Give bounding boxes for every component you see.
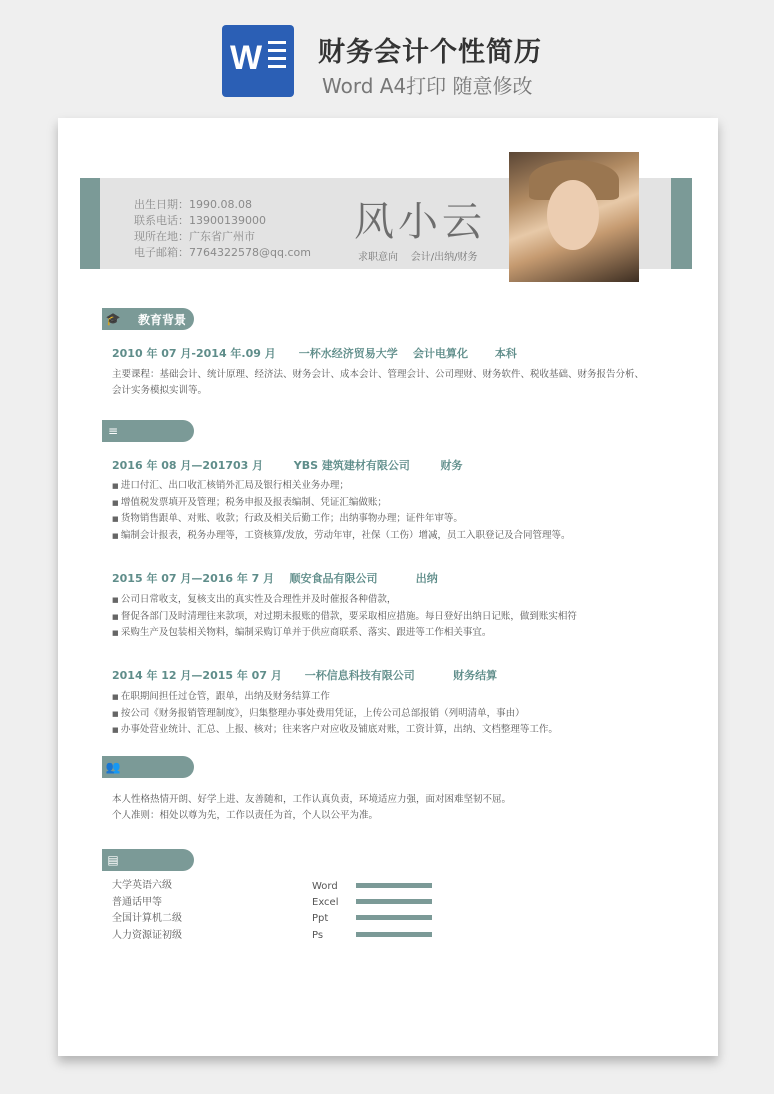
document-lines-icon	[268, 41, 286, 73]
people-icon: 👥	[105, 760, 121, 774]
certificate-item: 大学英语六级	[112, 880, 172, 891]
candidate-name: 风小云	[354, 199, 486, 245]
skill-name: Ppt	[312, 913, 329, 924]
job-1-line: 2016 年 08 月—201703 月 YBS 建筑建材有限公司 财务	[112, 459, 463, 472]
section-self-evaluation-header	[102, 756, 194, 778]
skill-name: Excel	[312, 897, 339, 908]
job-1-bullets	[112, 478, 652, 544]
self-evaluation-line: 个人准则：相处以尊为先，工作以责任为首，个人以公平为准。	[112, 810, 379, 821]
birth-date: 出生日期：1990.08.08	[134, 198, 252, 211]
phone: 联系电话：13900139000	[134, 214, 266, 227]
list-item: ■ 编制会计报表，税务办理等，工资核算/发放，劳动年审，社保（工伤）增减，员工入职登记及合同管理等。	[112, 528, 652, 545]
list-item: ■ 采购生产及包装相关物料，编制采购订单并于供应商联系、落实、跟进等工作相关事宜。	[112, 625, 652, 642]
job-intent-value: 会计/出纳/财务	[410, 252, 478, 263]
header-band-right-accent	[671, 178, 692, 269]
list-item: ■ 增值税发票填开及管理；税务申报及报表编制、凭证汇编做账；	[112, 495, 652, 512]
skill-bar-excel	[356, 899, 432, 904]
job-intent	[358, 248, 477, 263]
coins-icon: ≡	[107, 424, 119, 438]
resume-page	[58, 118, 718, 1056]
certificate-item: 全国计算机二级	[112, 913, 182, 924]
section-education-header	[102, 308, 194, 330]
job-3-bullets	[112, 689, 652, 739]
certificate-item: 人力资源证初级	[112, 929, 182, 941]
graduation-cap-icon: 🎓	[105, 312, 121, 326]
list-item: ■ 货物销售跟单、对账、收款；行政及相关后勤工作；出纳事物办理；证件年审等。	[112, 511, 652, 528]
location: 现所在地：广东省广州市	[134, 230, 255, 243]
self-evaluation-line: 本人性格热情开朗、好学上进、友善随和，工作认真负责，环境适应力强，面对困难坚韧不屈。	[112, 794, 512, 805]
email: 电子邮箱：7764322578@qq.com	[134, 246, 311, 259]
education-courses: 主要课程：基础会计、统计原理、经济法、财务会计、成本会计、管理会计、公司理财、财务软件、税收基础、财务报告分析、会计实务模拟实训等。	[112, 369, 645, 396]
profile-photo	[509, 152, 639, 282]
banner-title: 财务会计个性简历	[318, 37, 542, 68]
list-item: ■ 按公司《财务报销管理制度》，归集整理办事处费用凭证，上传公司总部报销（列明清单，事由）	[112, 706, 652, 723]
word-logo-letter: W	[230, 39, 263, 77]
list-item: ■ 公司日常收支，复核支出的真实性及合理性并及时催报各种借款，	[112, 592, 652, 609]
self-evaluation	[112, 792, 652, 824]
job-intent-label: 求职意向	[358, 252, 398, 263]
skill-name: Word	[312, 881, 338, 892]
list-item: ■ 进口付汇、出口收汇核销外汇局及银行相关业务办理；	[112, 478, 652, 495]
skill-bar-ps	[356, 932, 432, 937]
photo-face	[547, 180, 599, 250]
list-item: ■ 督促各部门及时清理往来款项，对过期未报账的借款，要采取相应措施。每日登好出纳日记账，做到账实相符	[112, 609, 652, 626]
header-band-left-accent	[80, 178, 100, 269]
job-3-line: 2014 年 12 月—2015 年 07 月 一杯信息科技有限公司 财务结算	[112, 669, 498, 682]
banner-subtitle: Word A4打印 随意修改	[322, 74, 533, 98]
list-item: ■ 在职期间担任过仓管，跟单，出纳及财务结算工作	[112, 689, 652, 706]
section-education-title: 教育背景	[138, 313, 187, 327]
education-line: 2010 年 07 月-2014 年.09 月 一杯水经济贸易大学 会计电算化 本科	[112, 347, 517, 360]
skill-bar-ppt	[356, 915, 432, 920]
section-experience-header	[102, 420, 194, 442]
skill-name: Ps	[312, 930, 324, 941]
list-item: ■ 办事处营业统计、汇总、上报、核对；往来客户对应收及铺底对账，工资计算，出纳、文档整理等工作。	[112, 722, 652, 739]
section-skills-header	[102, 849, 194, 871]
certificates-list	[112, 878, 182, 944]
certificate-item: 普通话甲等	[112, 896, 162, 908]
job-2-bullets	[112, 592, 652, 642]
certificate-icon: ▤	[107, 853, 119, 867]
word-logo	[222, 25, 294, 97]
job-2-line: 2015 年 07 月—2016 年 7 月 顺安食品有限公司 出纳	[112, 572, 438, 585]
skill-bar-word	[356, 883, 432, 888]
